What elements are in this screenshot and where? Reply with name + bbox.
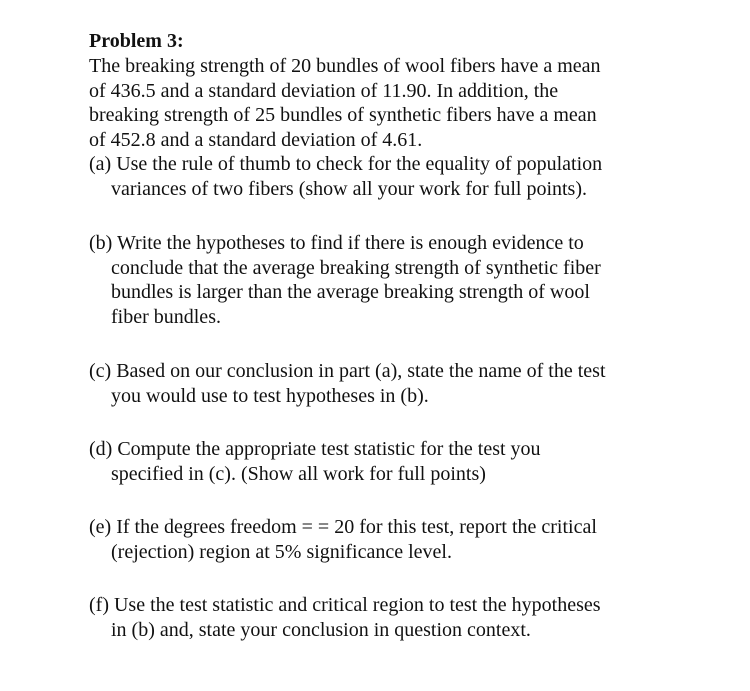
- part-b: (b) Write the hypotheses to find if there is enough evidence to conclude that the average breaking strength of synthetic fiber bundles is larger than the average breaking strength of wool fiber bundles.: [89, 232, 601, 328]
- part-d: (d) Compute the appropriate test statistic for the test you specified in (c). (Show all work for full points): [89, 438, 541, 485]
- part-f: (f) Use the test statistic and critical region to test the hypotheses in (b) and, state your conclusion in question context.: [89, 594, 601, 641]
- problem-intro: The breaking strength of 20 bundles of wool fibers have a mean of 436.5 and a standard deviation of 11.90. In addition, the breaking strength of 25 bundles of synthetic fibers have a mean of 452.8 and a standard deviation of 4.61.: [89, 55, 601, 151]
- problem-document: [89, 28, 729, 642]
- problem-title: Problem 3:: [89, 30, 184, 52]
- part-a: (a) Use the rule of thumb to check for the equality of population variances of two fibers (show all your work for full points).: [89, 153, 603, 200]
- part-e: (e) If the degrees freedom = = 20 for this test, report the critical (rejection) region at 5% significance level.: [89, 516, 597, 563]
- part-c: (c) Based on our conclusion in part (a), state the name of the test you would use to test hypotheses in (b).: [89, 360, 606, 407]
